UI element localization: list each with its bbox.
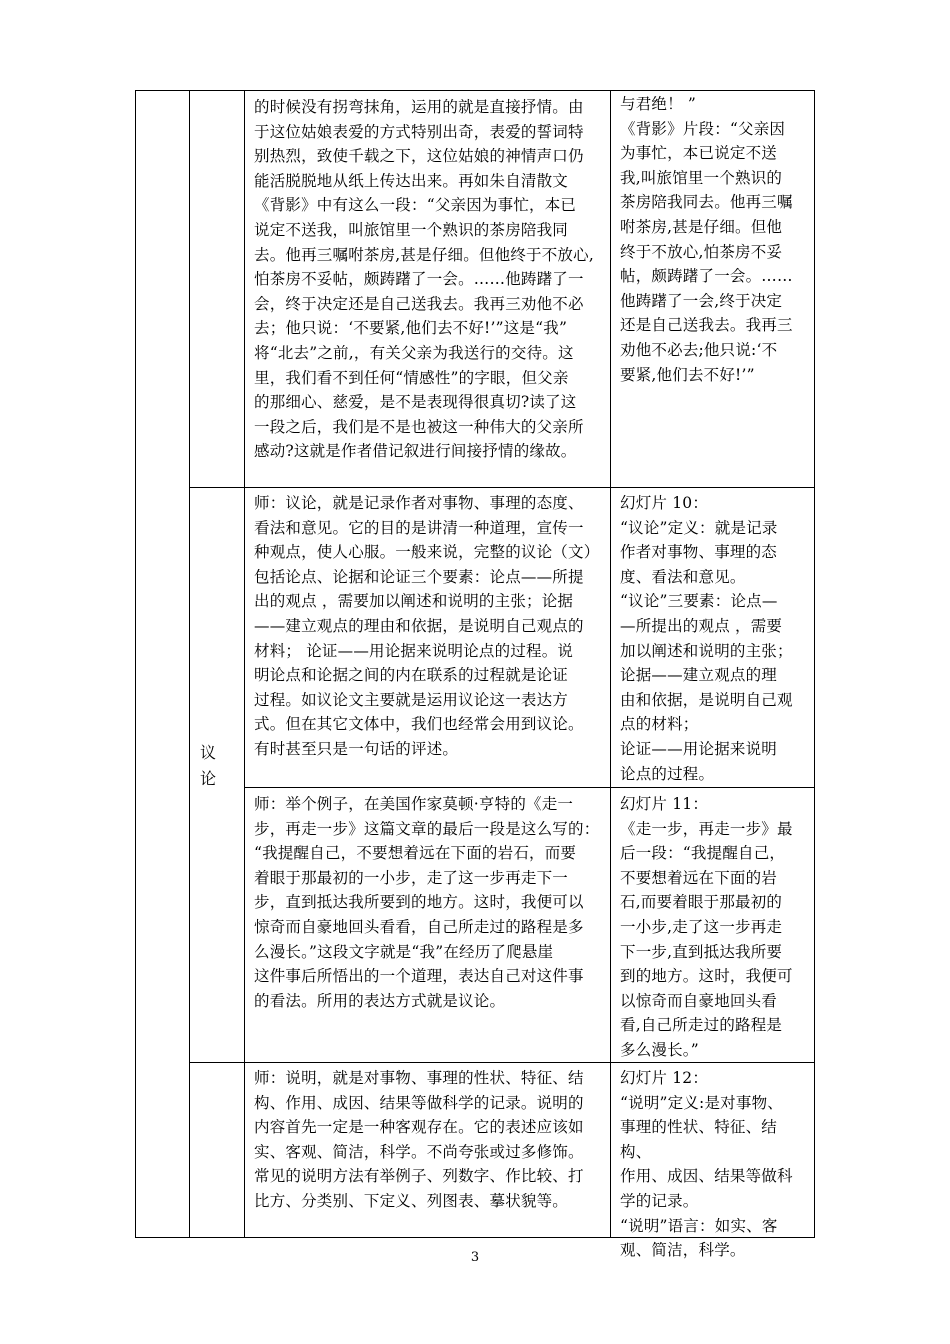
teacher-text-cell: 师：举个例子，在美国作家莫顿·亨特的《走一 步，再走一步》这篇文章的最后一段是这么写的： “我提醒自己，不要想着远在下面的岩石，而要 着眼于那最初的一小步，走了这一步再走下一 步，直到抵达我所要到的地方。这时，我便可以 惊奇而自豪地回头看看，自己所走过的路程是多 么漫长。”这段文字就是“我”在经历了爬悬崖 这件事后所悟出的一个道理，表达自己对这件事 的看法。所用的表达方式就是议论。: [254, 795, 600, 1010]
slide-text-cell: 幻灯片 11： 《走一步，再走一步》最 后一段：“我提醒自己， 不要想着远在下面的岩 石,而要着眼于那最初的 一小步,走了这一步再走 下一步,直到抵达我所要 到的地方。这时，我便可 以惊奇而自豪地回头看 看,自己所走过的路程是 多么漫长。”: [620, 795, 793, 1059]
table-border-left: [135, 90, 136, 1238]
teacher-text-cell: 师：议论，就是记录作者对事物、事理的态度、 看法和意见。它的目的是讲清一种道理，宣传一 种观点，使人心服。一般来说，完整的议论（文） 包括论点、论据和论证三个要素：论点——所提 出的观点 ，需要加以阐述和说明的主张；论据 ——建立观点的理由和依据，是说明自己观点的 材料； 论证——用论据来说明论点的过程。说 明论点和论据之间的内在联系的过程就是论证 过程。如议论文主要就是运用议论这一表达方 式。但在其它文体中，我们也经常会用到议论。 有时甚至只是一句话的评述。: [254, 494, 600, 758]
row-divider-2: [244, 787, 815, 788]
section-label-discussion: 议 论: [199, 743, 216, 788]
teacher-text-cell: 师：说明，就是对事物、事理的性状、特征、结 构、作用、成因、结果等做科学的记录。说明的 内容首先一定是一种客观存在。它的表述应该如 实、客观、简洁，科学。不尚夸张或过多修饰。 常见的说明方法有举例子、列数字、作比较、打 比方、分类别、下定义、列图表、摹状貌等。: [254, 1069, 584, 1210]
table-col-divider-2: [244, 90, 245, 1238]
page-number: 3: [470, 1250, 480, 1265]
teacher-text-cell: 的时候没有拐弯抹角，运用的就是直接抒情。由 于这位姑娘表爱的方式特别出奇，表爱的誓词特 别热烈，致使千载之下，这位姑娘的神情声口仍 能活脱脱地从纸上传达出来。再如朱自清散文 《背影》中有这么一段：“父亲因为事忙，本已 说定不送我，叫旅馆里一个熟识的茶房陪我同 去。他再三嘱咐茶房,甚是仔细。但他终于不放心, 怕茶房不妥帖，颇踌躇了一会。……他踌躇了一 会，终于决定还是自己送我去。我再三劝他不必 去；他只说：‘不要紧,他们去不好!’”这是“我” 将“北去”之前,，有关父亲为我送行的交待。这 里，我们看不到任何“情感性”的字眼，但父亲 的那细心、慈爱，是不是表现得很真切?读了这 一段之后，我们是不是也被这一种伟大的父亲所 感动?这就是作者借记叙进行间接抒情的缘故。: [254, 98, 594, 461]
table-border-right: [814, 90, 815, 1238]
row-divider-1: [189, 487, 815, 488]
slide-text-cell: 幻灯片 10： “议论”定义：就是记录 作者对事物、事理的态 度、看法和意见。 “议论”三要素：论点— —所提出的观点 ，需要 加以阐述和说明的主张； 论据——建立观点的理 由和依据，是说明自己观 点的材料； 论证——用论据来说明 论点的过程。: [620, 494, 793, 783]
table-border-top: [135, 90, 815, 91]
slide-text-cell: 与君绝！ ” 《背影》片段：“父亲因 为事忙，本已说定不送 我,叫旅馆里一个熟识的 茶房陪我同去。他再三嘱 咐茶房,甚是仔细。但他 终于不放心,怕茶房不妥 帖，颇踌躇了一会。…… 他踌躇了一会,终于决定 还是自己送我去。我再三 劝他不必去;他只说:‘不 要紧,他们去不好!’”: [620, 95, 793, 384]
table-col-divider-1: [189, 90, 190, 1238]
table-col-divider-3: [610, 90, 611, 1238]
slide-text-cell: 幻灯片 12： “说明”定义:是对事物、 事理的性状、特征、结构、 作用、成因、结果等做科 学的记录。 “说明”语言：如实、客 观、简洁，科学。: [620, 1069, 793, 1260]
